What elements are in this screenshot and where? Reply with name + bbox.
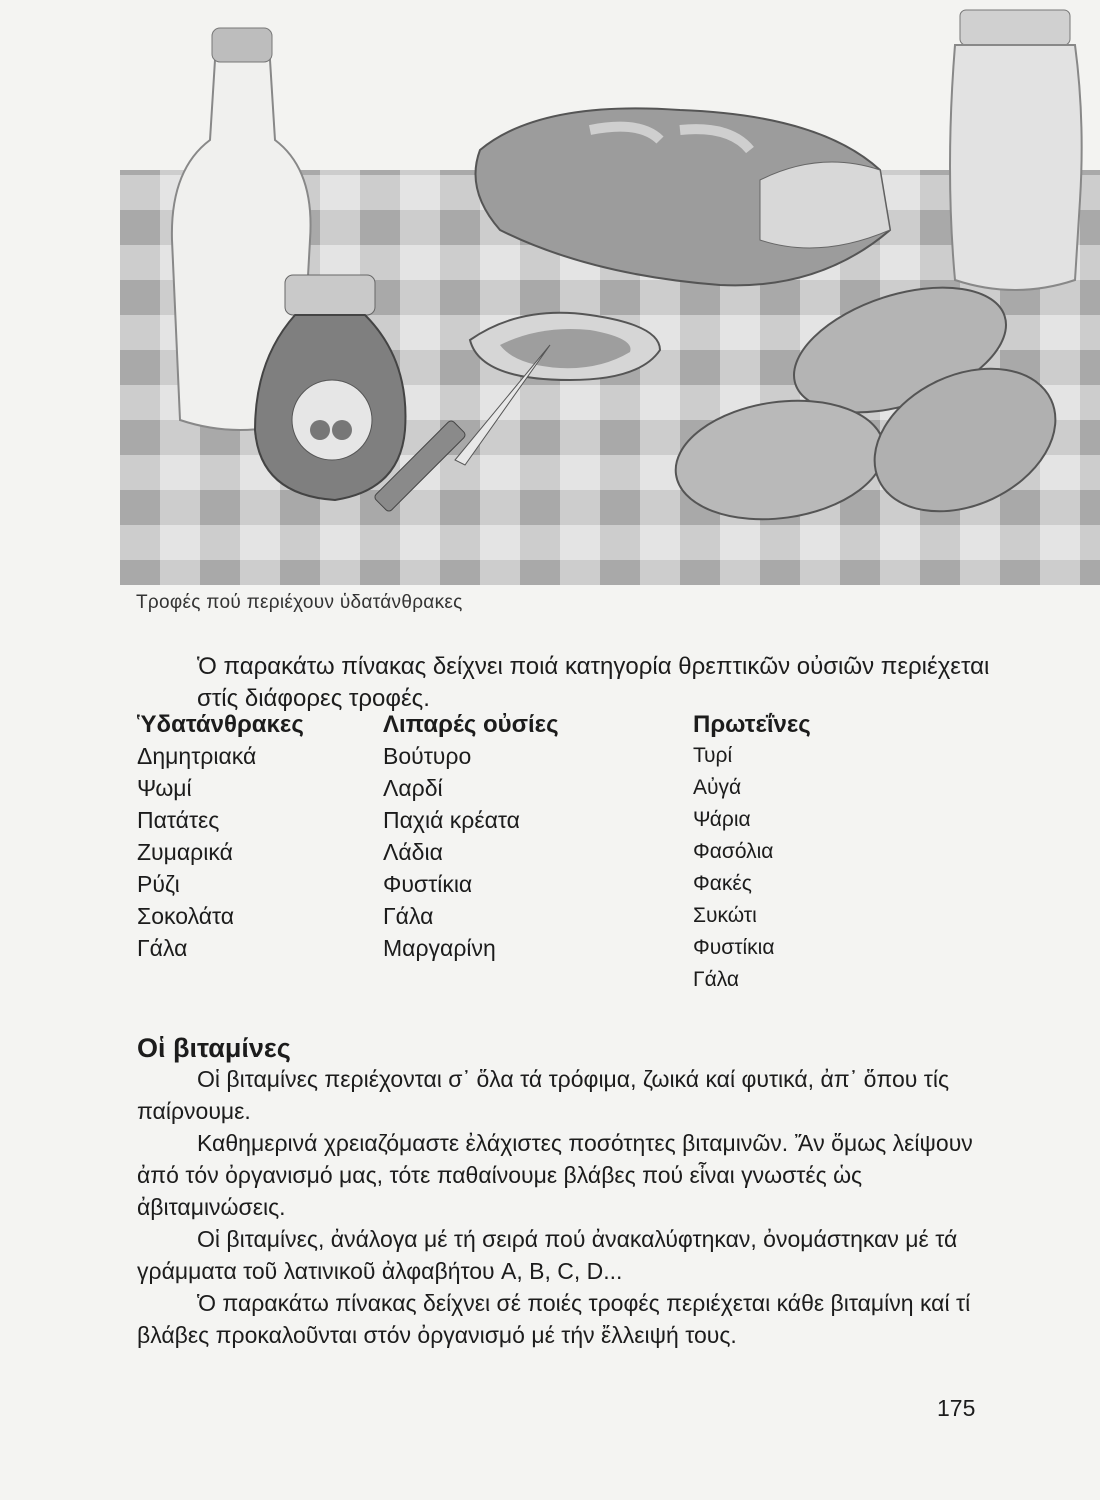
oil-jar [950,10,1082,290]
food-item: Γάλα [693,968,740,991]
food-item: Φασόλια [693,840,774,863]
intro-paragraph: Ὁ παρακάτω πίνακας δείχνει ποιά κατηγορία θρεπτικῶν οὐσιῶν περιέχεται στίς διάφορες τροφές. [197,653,990,712]
food-item: Μαργαρίνη [383,935,496,961]
food-item: Συκώτι [693,904,757,927]
carbohydrates-column [137,710,304,964]
illustration-caption: Τροφές πού περιέχουν ὑδατάνθρακες [136,592,463,613]
food-illustration [120,0,1100,585]
food-item: Λάδια [383,839,443,865]
food-item: Φυστίκια [383,871,473,897]
food-item: Ζυμαρικά [137,839,233,865]
vitamins-text [137,1063,987,1351]
proteins-column [693,710,811,996]
paragraph: Ὁ παρακάτω πίνακας δείχνει σέ ποιές τροφές περιέχεται κάθε βιταμίνη καί τί βλάβες προκαλοῦνται στόν ὀργανισμό μέ τήν ἔλλειψή τους. [137,1290,971,1348]
food-item: Πατάτες [137,807,220,833]
food-item: Τυρί [693,744,733,767]
food-item: Βούτυρο [383,743,472,769]
paragraph: Οἱ βιταμίνες, ἀνάλογα μέ τή σειρά πού ἀνακαλύφτηκαν, ὀνομάστηκαν μέ τά γράμματα τοῦ λατινικοῦ ἀλφαβήτου A, B, C, D... [137,1226,958,1284]
paragraph: Οἱ βιταμίνες περιέχονται σ᾿ ὅλα τά τρόφιμα, ζωικά καί φυτικά, ἀπ᾿ ὅπου τίς παίρνουμε. [137,1066,950,1124]
food-item: Λαρδί [383,775,443,801]
food-item: Αὐγά [693,776,742,799]
food-item: Φυστίκια [693,936,775,959]
column-header: Ὑδατάνθρακες [137,711,304,738]
food-item: Ψωμί [137,775,192,801]
food-item: Γάλα [137,935,188,961]
section-title: Οἱ βιταμίνες [137,1033,291,1063]
fats-column [383,710,559,964]
food-item: Σοκολάτα [137,903,235,929]
food-item: Ψάρια [693,808,751,831]
paragraph: Καθημερινά χρειαζόμαστε ἐλάχιστες ποσότητες βιταμινῶν. Ἄν ὅμως λείψουν ἀπό τόν ὀργανισμό μας, τότε παθαίνουμε βλάβες πού εἶναι γνωστές ὡς ἀβιταμινώσεις. [137,1130,973,1220]
food-item: Παχιά κρέατα [383,807,520,833]
food-item: Δημητριακά [137,743,257,769]
column-header: Λιπαρές οὐσίες [383,711,559,738]
page-number: 175 [937,1395,976,1421]
food-item: Γάλα [383,903,434,929]
food-item: Φακές [693,872,752,895]
food-item: Ρύζι [137,871,180,897]
column-header: Πρωτεΐνες [693,711,811,738]
